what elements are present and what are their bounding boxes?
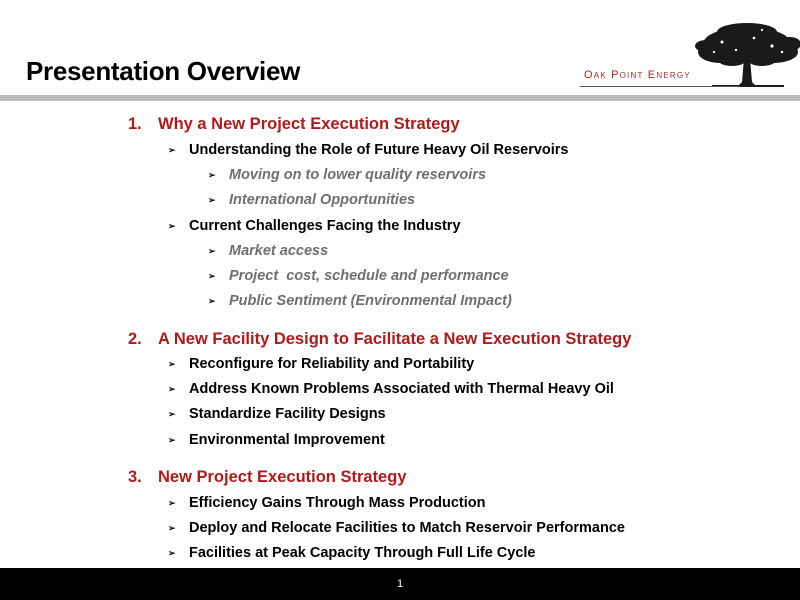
- list-item: [168, 218, 461, 234]
- section-heading-1: [128, 115, 460, 134]
- chevron-right-icon: ➢: [208, 296, 216, 306]
- logo-text: Oak Point Energy: [584, 69, 691, 81]
- list-item-text: Standardize Facility Designs: [189, 406, 386, 422]
- list-item: [168, 495, 486, 511]
- list-item-text: Understanding the Role of Future Heavy Oil Reservoirs: [189, 142, 569, 158]
- section-number: 3.: [128, 468, 142, 486]
- chevron-right-icon: ➢: [168, 359, 176, 369]
- list-item-text: Efficiency Gains Through Mass Production: [189, 495, 486, 511]
- chevron-right-icon: ➢: [168, 221, 176, 231]
- list-item: [168, 520, 625, 536]
- section-heading-3: [128, 468, 407, 487]
- list-item-text: Facilities at Peak Capacity Through Full Life Cycle: [189, 545, 536, 561]
- section-title-text: A New Facility Design to Facilitate a New Execution Strategy: [158, 330, 632, 348]
- chevron-right-icon: ➢: [168, 435, 176, 445]
- chevron-right-icon: ➢: [168, 145, 176, 155]
- list-item: [168, 432, 385, 448]
- list-item: [168, 381, 614, 397]
- sub-list-item: [208, 167, 486, 183]
- list-item: [168, 406, 386, 422]
- chevron-right-icon: ➢: [168, 498, 176, 508]
- chevron-right-icon: ➢: [208, 195, 216, 205]
- page-number: 1: [396, 578, 404, 590]
- sub-list-item-text: International Opportunities: [229, 192, 416, 208]
- section-number: 1.: [128, 115, 142, 133]
- list-item: [168, 142, 569, 158]
- list-item-text: Current Challenges Facing the Industry: [189, 218, 461, 234]
- sub-list-item-text: Project cost, schedule and performance: [229, 268, 509, 284]
- chevron-right-icon: ➢: [208, 246, 216, 256]
- list-item-text: Deploy and Relocate Facilities to Match Reservoir Performance: [189, 520, 625, 536]
- sub-list-item: [208, 243, 328, 259]
- sub-list-item-text: Moving on to lower quality reservoirs: [229, 167, 487, 183]
- slide-title: Presentation Overview: [26, 56, 301, 86]
- section-title-text: Why a New Project Execution Strategy: [158, 115, 460, 133]
- list-item-text: Address Known Problems Associated with Thermal Heavy Oil: [189, 381, 614, 397]
- chevron-right-icon: ➢: [208, 271, 216, 281]
- chevron-right-icon: ➢: [168, 384, 176, 394]
- chevron-right-icon: ➢: [208, 170, 216, 180]
- sub-list-item: [208, 293, 512, 309]
- chevron-right-icon: ➢: [168, 523, 176, 533]
- sub-list-item-text: Public Sentiment (Environmental Impact): [229, 293, 512, 309]
- sub-list-item: [208, 192, 415, 208]
- section-number: 2.: [128, 330, 142, 348]
- chevron-right-icon: ➢: [168, 409, 176, 419]
- slide-footer: [0, 568, 800, 600]
- sub-list-item-text: Market access: [229, 243, 329, 259]
- list-item: [168, 356, 474, 372]
- sub-list-item: [208, 268, 509, 284]
- chevron-right-icon: ➢: [168, 548, 176, 558]
- list-item-text: Environmental Improvement: [189, 432, 385, 448]
- section-title-text: New Project Execution Strategy: [158, 468, 407, 486]
- list-item-text: Reconfigure for Reliability and Portability: [189, 356, 475, 372]
- list-item: [168, 545, 536, 561]
- section-heading-2: [128, 330, 631, 349]
